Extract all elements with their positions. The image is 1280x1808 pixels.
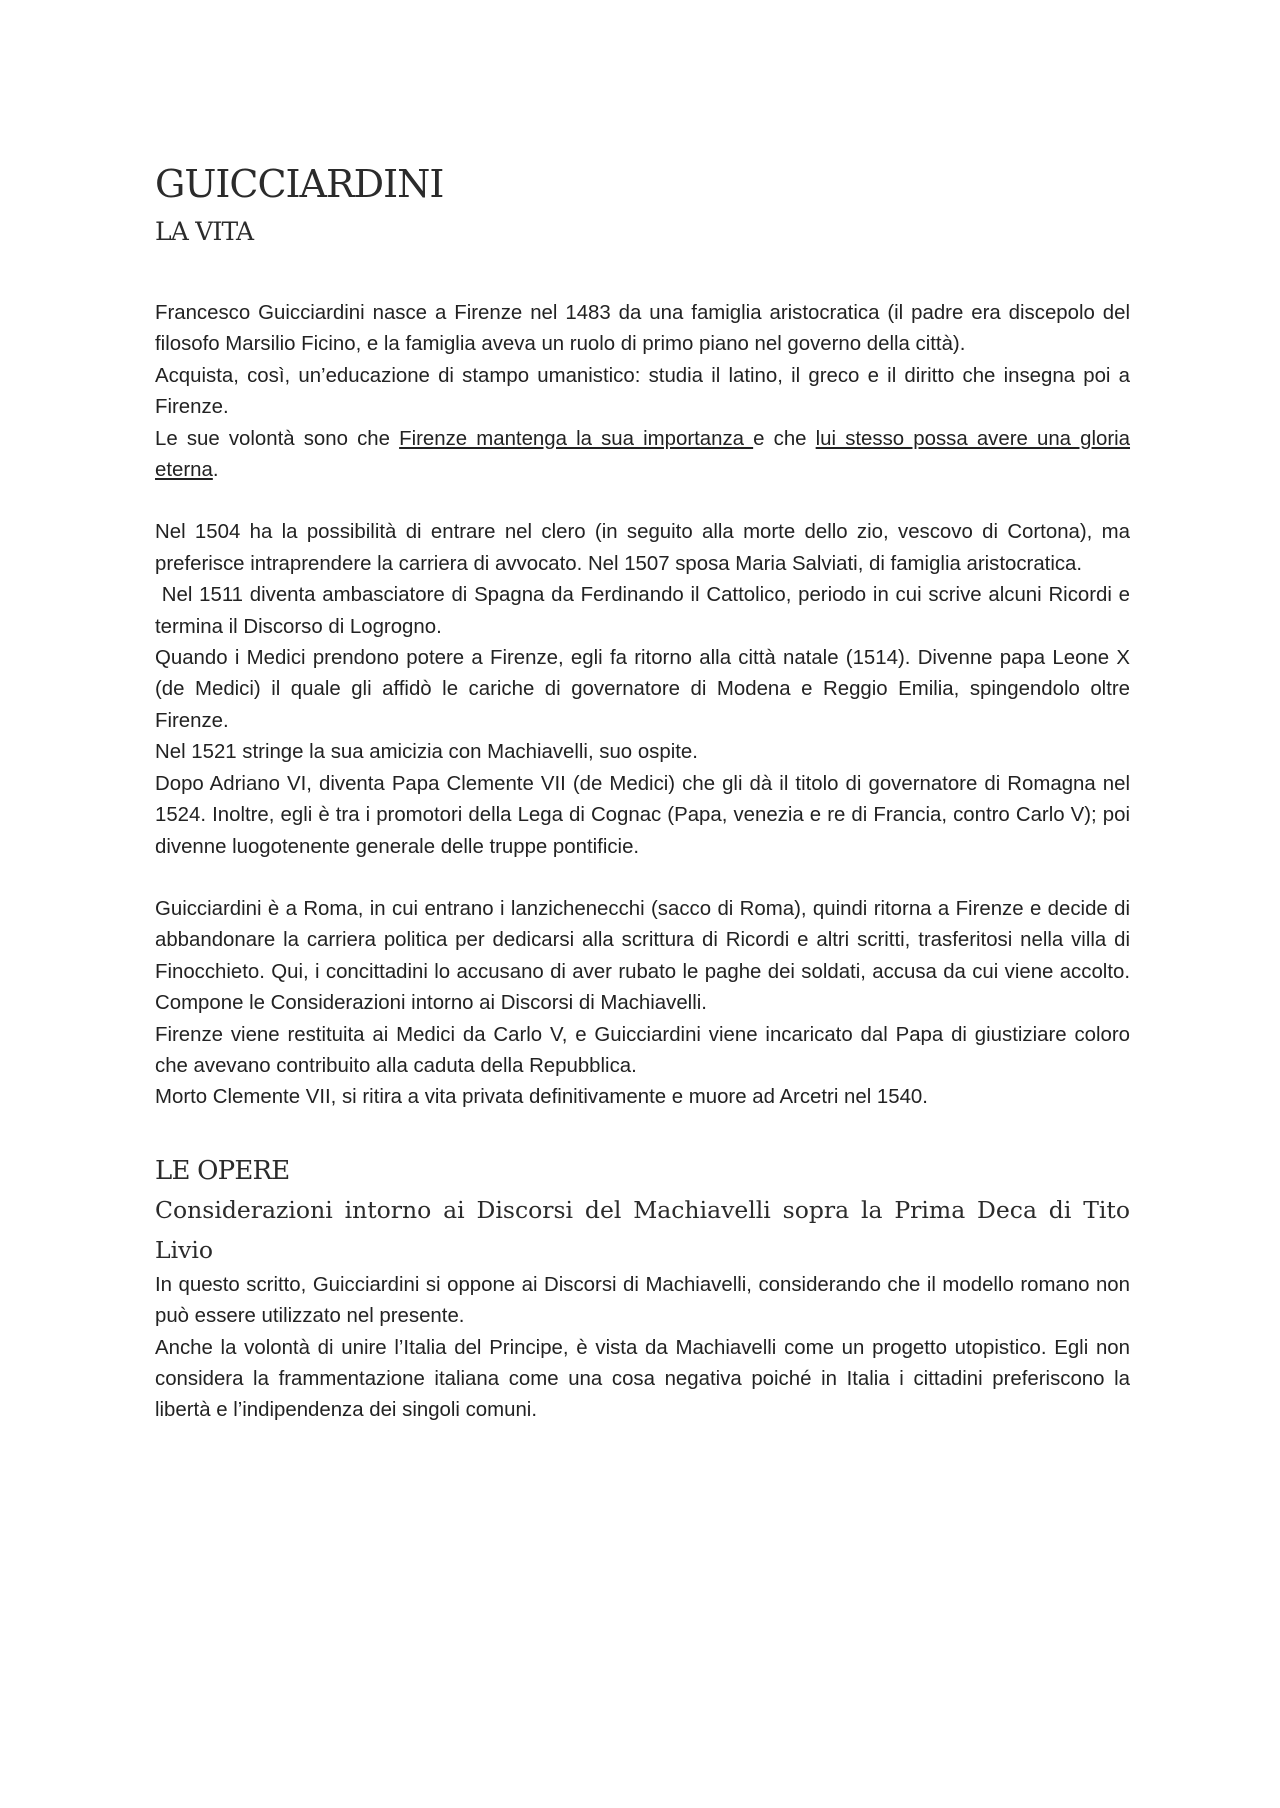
- document-page: [155, 160, 1136, 1427]
- section-heading-vita: LA VITA: [155, 217, 254, 246]
- paragraph: Quando i Medici prendono potere a Firenze, egli fa ritorno alla città natale (1514). Divenne papa Leone X (de Medici) il quale gli affidò le cariche di governatore di Modena e Reggio Emilia, spingendolo oltre Firenze.: [155, 647, 1130, 732]
- paragraph: Nel 1511 diventa ambasciatore di Spagna da Ferdinando il Cattolico, periodo in cui scrive alcuni Ricordi e termina il Discorso di Logrogno.: [155, 584, 1136, 638]
- spacer: [155, 486, 1130, 517]
- vita-section: [155, 298, 1136, 1114]
- paragraph: Dopo Adriano VI, diventa Papa Clemente VII (de Medici) che gli dà il titolo di governatore di Romagna nel 1524. Inoltre, egli è tra i promotori della Lega di Cognac (Papa, venezia e re di Francia, contro Carlo V); poi divenne luogotenente generale delle truppe pontificie.: [155, 772, 1130, 858]
- work-title: Considerazioni intorno ai Discorsi del Machiavelli sopra la Prima Deca di Tito Livio: [155, 1195, 1130, 1264]
- paragraph: Morto Clemente VII, si ritira a vita privata definitivamente e muore ad Arcetri nel 1540.: [155, 1086, 928, 1109]
- paragraph: [155, 424, 1130, 487]
- text-span: e che: [753, 427, 816, 450]
- paragraph: Firenze viene restituita ai Medici da Carlo V, e Guicciardini viene incaricato dal Papa di giustiziare coloro che avevano contribuito alla caduta della Repubblica.: [155, 1023, 1130, 1077]
- underlined-phrase: Firenze mantenga la sua importanza: [399, 427, 754, 450]
- paragraph: Nel 1504 ha la possibilità di entrare nel clero (in seguito alla morte dello zio, vescovo di Cortona), ma preferisce intraprendere la carriera di avvocato. Nel 1507 sposa Maria Salviati, di famiglia aristocratica.: [155, 521, 1130, 575]
- paragraph: Acquista, così, un’educazione di stampo umanistico: studia il latino, il greco e il diritto che insegna poi a Firenze.: [155, 364, 1130, 419]
- section-heading-opere: LE OPERE: [155, 1155, 290, 1186]
- paragraph: Nel 1521 stringe la sua amicizia con Machiavelli, suo ospite.: [155, 741, 698, 764]
- text-span: Le sue volontà sono che: [155, 427, 400, 450]
- spacer: [155, 863, 1130, 894]
- text-span: .: [212, 459, 219, 482]
- spacer: [155, 250, 1130, 298]
- paragraph: Francesco Guicciardini nasce a Firenze nel 1483 da una famiglia aristocratica (il padre era discepolo del filosofo Marsilio Ficino, e la famiglia aveva un ruolo di primo piano nel governo della città).: [155, 302, 1130, 356]
- underlined-phrase: lui stesso possa avere una gloria eterna: [155, 427, 1131, 482]
- paragraph: In questo scritto, Guicciardini si oppone ai Discorsi di Machiavelli, considerando che il modello romano non può essere utilizzato nel presente.: [155, 1273, 1130, 1328]
- page-title: GUICCIARDINI: [155, 162, 444, 206]
- paragraph: Anche la volontà di unire l’Italia del Principe, è vista da Machiavelli come un progetto utopistico. Egli non considera la frammentazione italiana come una cosa negativa poiché in Italia i cittadini preferiscono la libertà e l’indipendenza dei singoli comuni.: [155, 1336, 1130, 1422]
- opere-section: [155, 1270, 1130, 1427]
- paragraph: Guicciardini è a Roma, in cui entrano i lanzichenecchi (sacco di Roma), quindi ritorna a Firenze e decide di abbandonare la carriera politica per dedicarsi alla scrittura di Ricordi e altri scritti, trasferitosi nella villa di Finocchieto. Qui, i concittadini lo accusano di aver rubato le paghe dei soldati, accusa da cui viene accolto. Compone le Considerazioni intorno ai Discorsi di Machiavelli.: [155, 897, 1130, 1015]
